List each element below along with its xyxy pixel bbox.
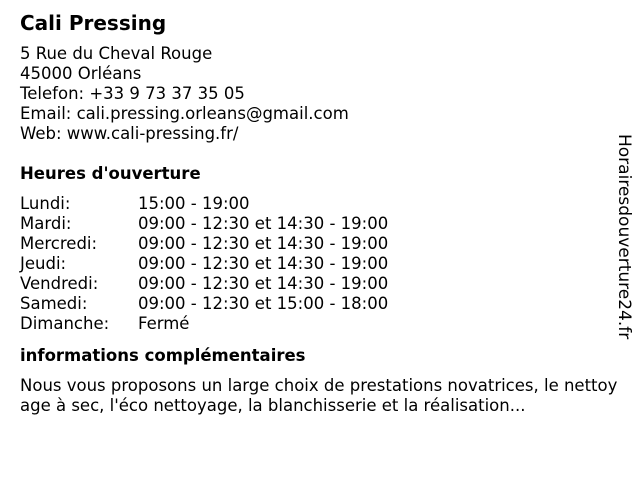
hours-day: Lundi: [20, 194, 71, 213]
business-card [20, 10, 618, 416]
business-name: Cali Pressing [20, 11, 167, 35]
hours-time: 09:00 - 12:30 et 15:00 - 18:00 [138, 294, 389, 313]
phone-number: Telefon: +33 9 73 37 35 05 [20, 84, 245, 103]
additional-info-title: informations complémentaires [20, 346, 306, 365]
hours-row-wednesday [20, 234, 610, 254]
hours-day: Mardi: [20, 214, 72, 233]
email-address: Email: cali.pressing.orleans@gmail.com [20, 104, 349, 123]
opening-hours-title: Heures d'ouverture [20, 164, 201, 183]
hours-day: Mercredi: [20, 234, 98, 253]
hours-row-sunday [20, 314, 610, 334]
hours-row-monday [20, 194, 610, 214]
hours-time: 09:00 - 12:30 et 14:30 - 19:00 [138, 274, 389, 293]
hours-time: 09:00 - 12:30 et 14:30 - 19:00 [138, 214, 389, 233]
website: Web: www.cali-pressing.fr/ [20, 124, 239, 143]
address-city: 45000 Orléans [20, 64, 142, 83]
hours-row-thursday [20, 254, 610, 274]
hours-day: Samedi: [20, 294, 88, 313]
additional-info-text: Nous vous proposons un large choix de prestations novatrices, le nettoyage à sec, l'éco nettoyage, la blanchisserie et la réalisation... [20, 376, 618, 415]
address-street: 5 Rue du Cheval Rouge [20, 44, 213, 63]
hours-row-friday [20, 274, 610, 294]
hours-day: Vendredi: [20, 274, 99, 293]
hours-time: Fermé [138, 314, 190, 333]
hours-time: 09:00 - 12:30 et 14:30 - 19:00 [138, 254, 389, 273]
hours-day: Jeudi: [20, 254, 67, 273]
hours-row-tuesday [20, 214, 610, 234]
hours-time: 15:00 - 19:00 [138, 194, 250, 213]
opening-hours-list [20, 194, 610, 334]
site-watermark: Horairesdouverture24.fr [614, 134, 634, 340]
hours-day: Dimanche: [20, 314, 110, 333]
hours-row-saturday [20, 294, 610, 314]
hours-time: 09:00 - 12:30 et 14:30 - 19:00 [138, 234, 389, 253]
